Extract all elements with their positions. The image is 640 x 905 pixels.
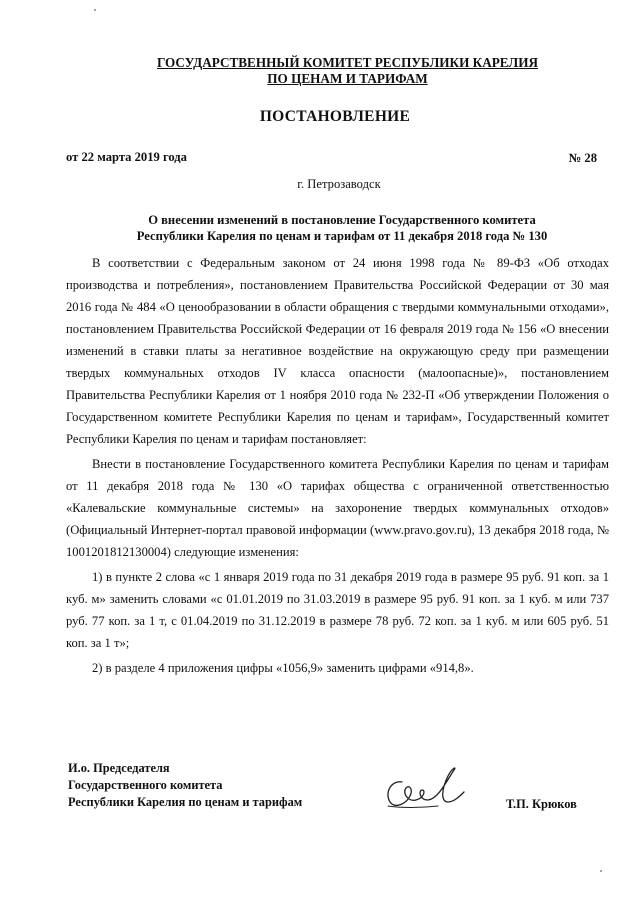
- subject-line-2: Республики Карелия по ценам и тарифам от 11 декабря 2018 года № 130: [136, 229, 548, 243]
- scan-speck: [94, 9, 96, 11]
- header-line-1: ГОСУДАРСТВЕННЫЙ КОМИТЕТ РЕСПУБЛИКИ КАРЕЛИЯ: [156, 55, 539, 70]
- document-header: [0, 55, 640, 87]
- paragraph-preamble: В соответствии с Федеральным законом от 24 июня 1998 года № 89-ФЗ «Об отходах производства и потребления», постановлением Правительства Российской Федерации от 30 мая 2016 года № 484 «О ценообразовании в области обращения с твердыми коммунальными отходами», постановлением Правительства Российской Федерации от 16 февраля 2019 года № 156 «О внесении изменений в ставки платы за негативное воздействие на окружающую среду при размещении твердых коммунальных отходов IV класса опасности (малоопасные)», постановлением Правительства Республики Карелия от 1 ноября 2010 года № 232-П «Об утверждении Положения о Государственном комитете Республики Карелия по ценам и тарифам», Государственный комитет Республики Карелия по ценам и тарифам постановляет:: [66, 256, 609, 446]
- signatory-title-line-2: Государственного комитета: [68, 778, 223, 792]
- header-line-2: ПО ЦЕНАМ И ТАРИФАМ: [267, 71, 428, 86]
- paragraph-resolution: Внести в постановление Государственного комитета Республики Карелия по ценам и тарифам от 11 декабря 2018 года № 130 «О тарифах общества с ограниченной ответственностью «Калевальские коммунальные системы» на захоронение твердых коммунальных отходов» (Официальный Интернет-портал правовой информации (www.pravo.gov.ru), 13 декабря 2018 года, № 1001201812130004) следующие изменения:: [66, 457, 609, 559]
- scan-speck: [600, 870, 602, 872]
- document-body: [66, 252, 609, 679]
- signatory-title: [68, 760, 302, 811]
- handwritten-signature: [380, 762, 480, 812]
- document-subject: [0, 212, 640, 244]
- document-number: № 28: [568, 151, 597, 165]
- signatory-name: Т.П. Крюков: [506, 797, 577, 811]
- signatory-title-line-1: И.о. Председателя: [68, 761, 170, 775]
- paragraph-item-2: 2) в разделе 4 приложения цифры «1056,9» заменить цифрами «914,8».: [92, 661, 474, 675]
- paragraph-item-1: 1) в пункте 2 слова «с 1 января 2019 года по 31 декабря 2019 года в размере 95 руб. 91 коп. за 1 куб. м» заменить словами «с 01.01.2019 по 31.03.2019 в размере 95 руб. 91 коп. за 1 куб. м или 737 руб. 77 коп. за 1 т, с 01.04.2019 по 31.12.2019 в размере 78 руб. 72 коп. за 1 куб. м или 605 руб. 51 коп. за 1 т»;: [66, 570, 609, 650]
- document-city: [0, 177, 640, 192]
- subject-line-1: О внесении изменений в постановление Государственного комитета: [148, 213, 536, 227]
- signatory-title-line-3: Республики Карелия по ценам и тарифам: [68, 795, 303, 809]
- document-date: от 22 марта 2019 года: [66, 150, 187, 164]
- document-type: [0, 108, 640, 126]
- document-type-label: ПОСТАНОВЛЕНИЕ: [259, 108, 411, 125]
- city-label: г. Петрозаводск: [297, 177, 381, 191]
